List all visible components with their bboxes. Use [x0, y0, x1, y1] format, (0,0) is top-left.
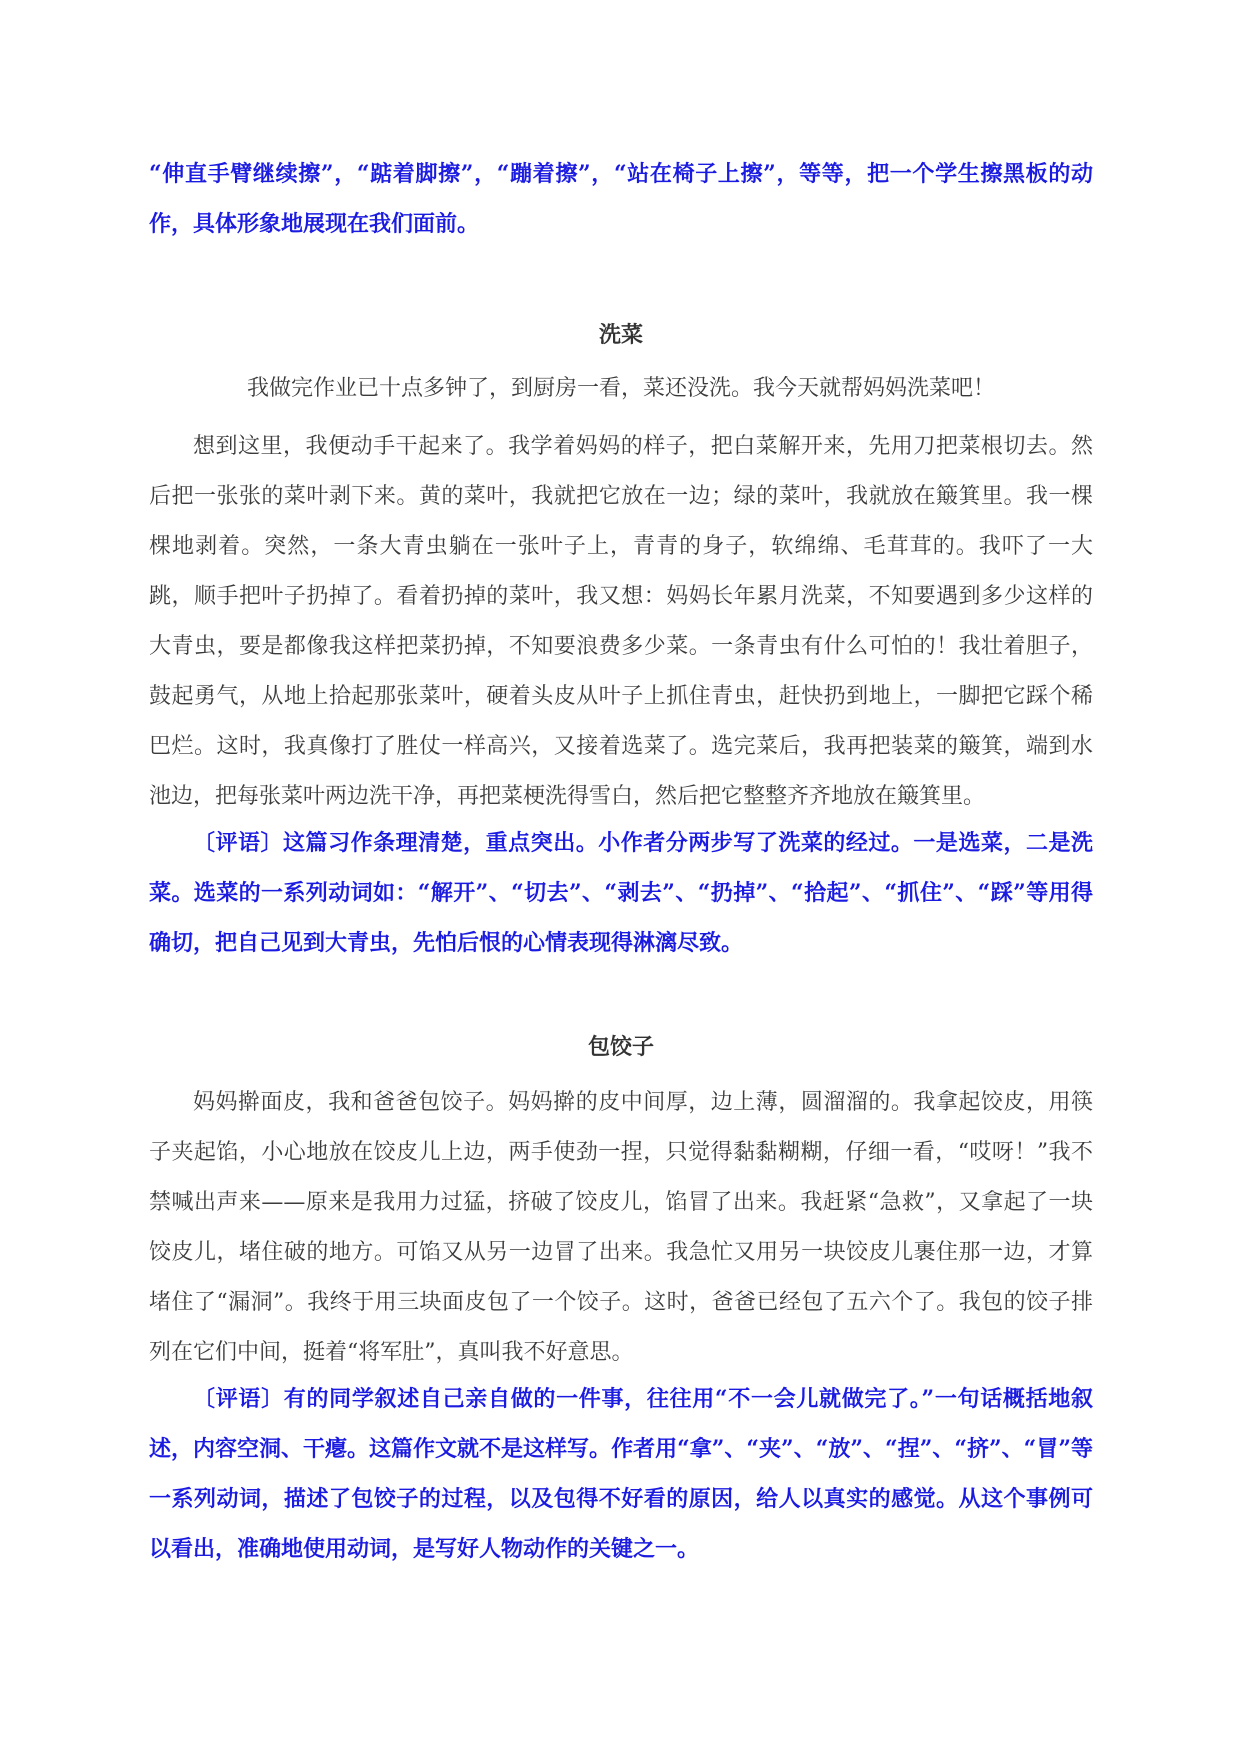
essay-comment-wash-vegetables: 〔评语〕这篇习作条理清楚，重点突出。小作者分两步写了洗菜的经过。一是选菜，二是洗菜。选菜的一系列动词如：“解开”、“切去”、“剥去”、“扔掉”、“拾起”、“抓住”、“踩”等用得确切，把自己见到大青虫，先怕后恨的心情表现得淋漓尽致。	[149, 830, 1093, 956]
essay-body-paragraph-wash-vegetables: 想到这里，我便动手干起来了。我学着妈妈的样子，把白菜解开来，先用刀把菜根切去。然后把一张张的菜叶剥下来。黄的菜叶，我就把它放在一边；绿的菜叶，我就放在簸箕里。我一棵棵地剥着。突然，一条大青虫躺在一张叶子上，青青的身子，软绵绵、毛茸茸的。我吓了一大跳，顺手把叶子扔掉了。看着扔掉的菜叶，我又想：妈妈长年累月洗菜，不知要遇到多少这样的大青虫，要是都像我这样把菜扔掉，不知要浪费多少菜。一条青虫有什么可怕的！我壮着胆子，鼓起勇气，从地上拾起那张菜叶，硬着头皮从叶子上抓住青虫，赶快扔到地上，一脚把它踩个稀巴烂。这时，我真像打了胜仗一样高兴，又接着选菜了。选完菜后，我再把装菜的簸箕，端到水池边，把每张菜叶两边洗干净，再把菜梗洗得雪白，然后把它整整齐齐地放在簸箕里。	[149, 434, 1093, 809]
essay-title-make-dumplings: 包饺子	[587, 1034, 654, 1060]
essay-lead-paragraph: 我做完作业已十点多钟了，到厨房一看，菜还没洗。我今天就帮妈妈洗菜吧！	[246, 376, 995, 401]
essay-body-paragraph-make-dumplings: 妈妈擀面皮，我和爸爸包饺子。妈妈擀的皮中间厚，边上薄，圆溜溜的。我拿起饺皮，用筷子夹起馅，小心地放在饺皮儿上边，两手使劲一捏，只觉得黏黏糊糊，仔细一看，“哎呀！”我不禁喊出声来——原来是我用力过猛，挤破了饺皮儿，馅冒了出来。我赶紧“急救”，又拿起了一块饺皮儿，堵住破的地方。可馅又从另一边冒了出来。我急忙又用另一块饺皮儿裹住那一边，才算堵住了“漏洞”。我终于用三块面皮包了一个饺子。这时，爸爸已经包了五六个了。我包的饺子排列在它们中间，挺着“将军肚”，真叫我不好意思。	[149, 1090, 1093, 1365]
essay-title-wash-vegetables: 洗菜	[598, 322, 643, 348]
essay-comment-make-dumplings: 〔评语〕有的同学叙述自己亲自做的一件事，往往用“不一会儿就做完了。”一句话概括地叙述，内容空洞、干瘪。这篇作文就不是这样写。作者用“拿”、“夹”、“放”、“捏”、“挤”、“冒”等一系列动词，描述了包饺子的过程，以及包得不好看的原因，给人以真实的感觉。从这个事例可以看出，准确地使用动词，是写好人物动作的关键之一。	[149, 1386, 1093, 1562]
intro-comment-paragraph: “伸直手臂继续擦”，“踮着脚擦”，“蹦着擦”，“站在椅子上擦”，等等，把一个学生擦黑板的动作，具体形象地展现在我们面前。	[149, 161, 1093, 237]
